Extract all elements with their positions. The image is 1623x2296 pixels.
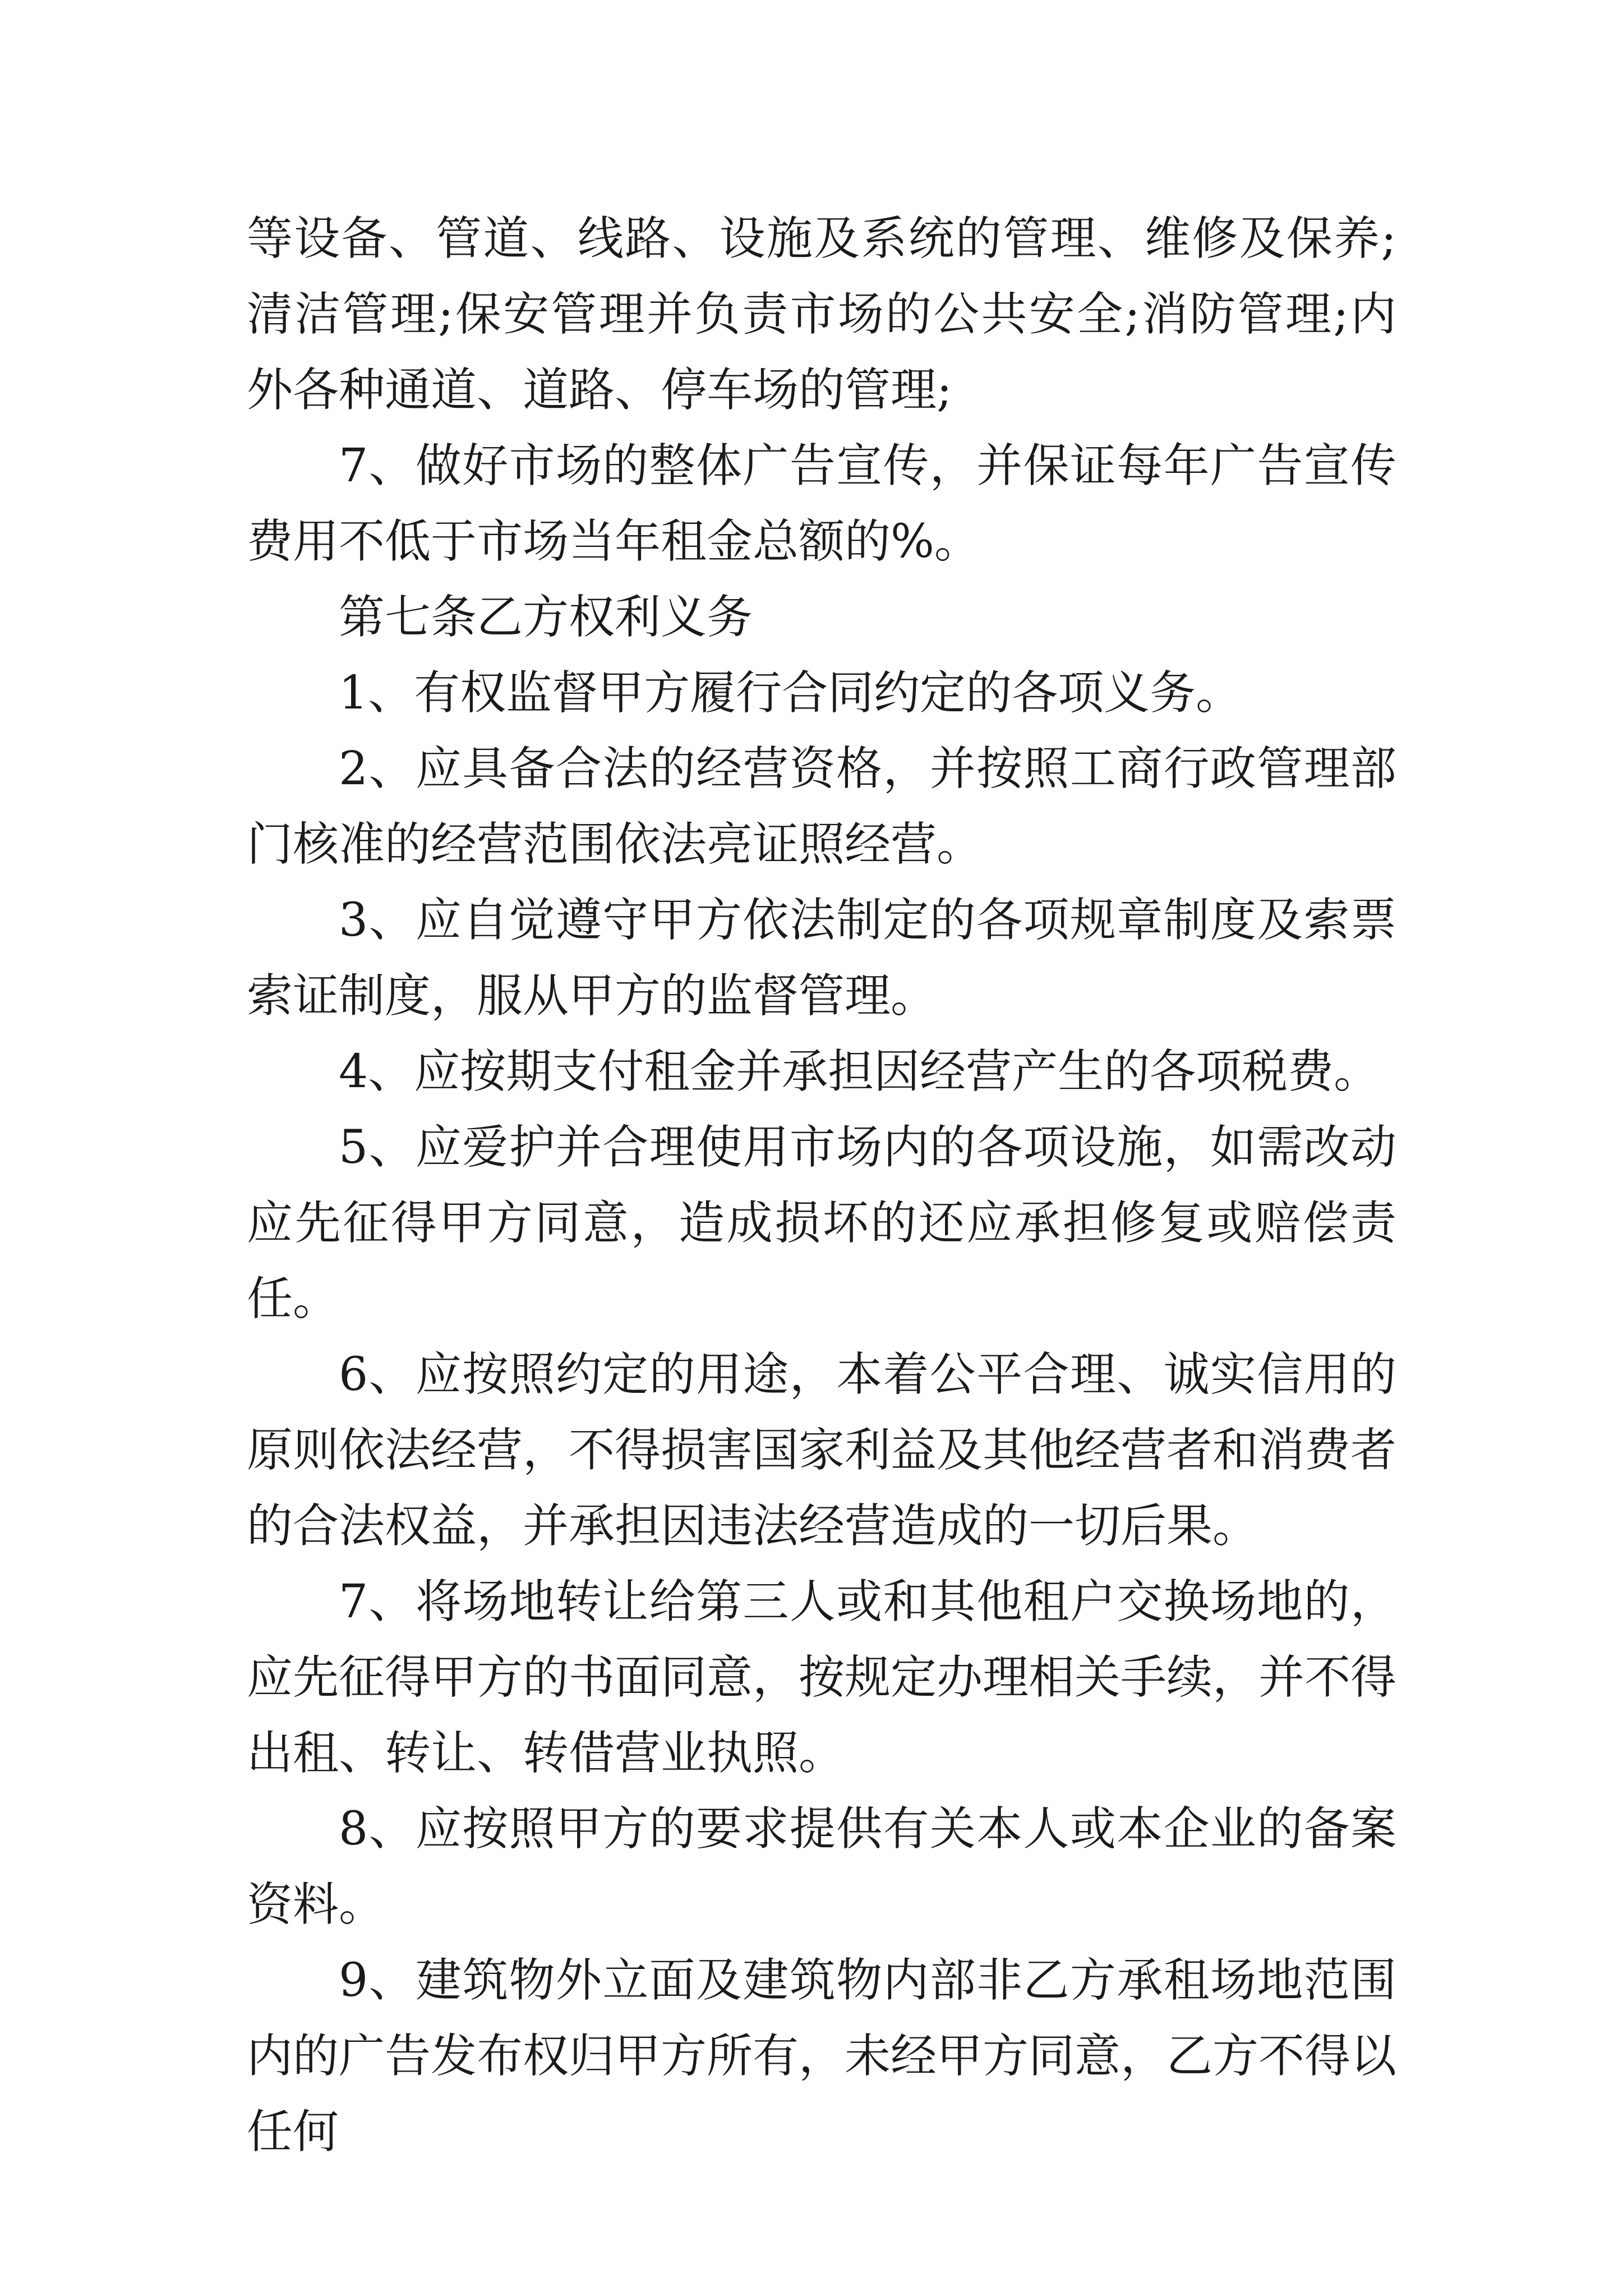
paragraph-item-8: 8、应按照甲方的要求提供有关本人或本企业的备案资料。 bbox=[247, 1802, 1396, 1931]
paragraph-item-3: 3、应自觉遵守甲方依法制定的各项规章制度及索票索证制度，服从甲方的监督管理。 bbox=[247, 894, 1396, 1023]
paragraph-item-5: 5、应爱护并合理使用市场内的各项设施，如需改动应先征得甲方同意，造成损坏的还应承担修复或赔偿责任。 bbox=[247, 1121, 1396, 1326]
paragraph-item-1: 1、有权监督甲方履行合同约定的各项义务。 bbox=[339, 666, 1242, 720]
paragraph-item-2: 2、应具备合法的经营资格，并按照工商行政管理部门核准的经营范围依法亮证照经营。 bbox=[247, 742, 1396, 871]
section-heading-article-7: 第七条乙方权利义务 bbox=[339, 591, 753, 644]
paragraph-item-4: 4、应按期支付租金并承担因经营产生的各项税费。 bbox=[339, 1045, 1380, 1098]
paragraph-item-7: 7、将场地转让给第三人或和其他租户交换场地的，应先征得甲方的书面同意，按规定办理相关手续，并不得出租、转让、转借营业执照。 bbox=[247, 1575, 1397, 1780]
paragraph-item-9: 9、建筑物外立面及建筑物内部非乙方承租场地范围内的广告发布权归甲方所有，未经甲方同意，乙方不得以任何 bbox=[247, 1954, 1397, 2159]
document-body bbox=[247, 201, 1396, 2170]
paragraph-continuation: 等设备、管道、线路、设施及系统的管理、维修及保养;清洁管理;保安管理并负责市场的公共安全;消防管理;内外各种通道、道路、停车场的管理; bbox=[247, 212, 1396, 417]
paragraph-item-7-advertising: 7、做好市场的整体广告宣传，并保证每年广告宣传费用不低于市场当年租金总额的%。 bbox=[247, 439, 1396, 568]
paragraph-item-6: 6、应按照约定的用途，本着公平合理、诚实信用的原则依法经营，不得损害国家利益及其他经营者和消费者的合法权益，并承担因违法经营造成的一切后果。 bbox=[247, 1348, 1397, 1553]
